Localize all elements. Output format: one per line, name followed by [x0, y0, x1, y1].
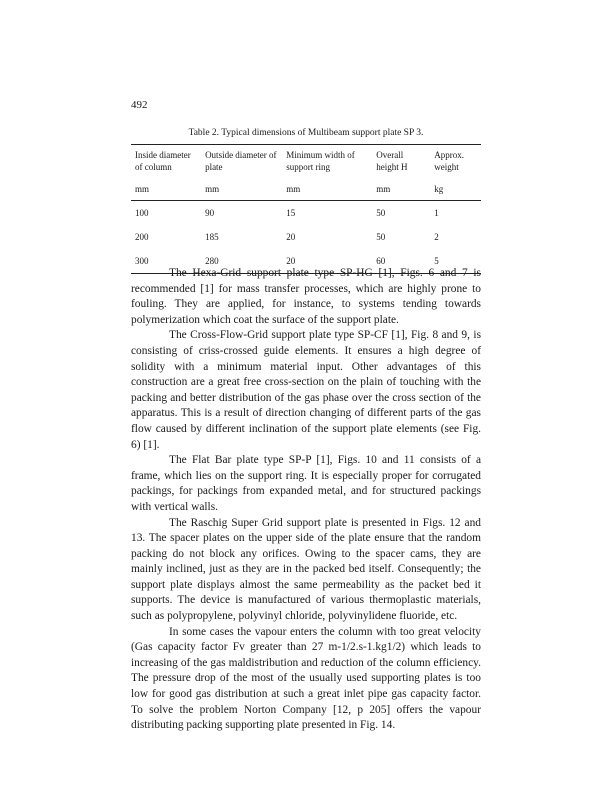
table-cell: 50 [376, 232, 386, 242]
column-header: Outside diameter of plate [201, 145, 282, 176]
paragraph-flat-bar: The Flat Bar plate type SP-P [1], Figs. 10 and 11 consists of a frame, which lies on the support ring. It is especially proper for corrugated packings, for packings from expanded metal, and for structured packings with vertical walls. [131, 454, 481, 513]
paragraph-raschig-super-grid: The Raschig Super Grid support plate is presented in Figs. 12 and 13. The spacer plates on the upper side of the plate ensure that the random packing do not block any orifices. Owing to the spacer cams, they are mainly inclined, just as they are in the packed bed itself. Consequently; the support plate displays almost the same permeability as the packet bed it supports. The device is manufactured of various thermoplastic materials, such as polypropylene, polyvinyl chloride, polyvinylidene fluoride, etc. [131, 516, 481, 623]
body-text [131, 266, 481, 734]
page-number: 492 [131, 99, 148, 111]
paragraph-cross-flow-grid: The Cross-Flow-Grid support plate type SP-CF [1], Fig. 8 and 9, is consisting of criss-crossed guide elements. It ensures a high degree of solidity with a minimum material input. Other advantages of this construction are a great free cross-section on the plain of touching with the packing and better distribution of the gas phase over the cross section of the apparatus. This is a result of direction changing of different parts of the gas flow caused by different inclination of the support plate elements (see Fig. 6) [1]. [131, 329, 481, 451]
unit-label: mm [282, 175, 372, 201]
table-cell: 300 [131, 249, 201, 274]
unit-label: mm [201, 175, 282, 201]
table-cell: 90 [205, 208, 215, 218]
table-cell: 50 [376, 208, 386, 218]
column-header: Overall height H [372, 145, 430, 176]
paragraph-hexa-grid: The Hexa-Grid support plate type SP-HG [1], Figs. 6 and 7 is recommended [1] for mass transfer processes, which are highly prone to fouling. They are applied, for instance, to systems tending towards polymerization which coat the surface of the support plate. [131, 267, 481, 326]
table-row [131, 201, 481, 226]
table-cell: 100 [135, 208, 149, 218]
column-header: Minimum width of support ring [282, 145, 372, 176]
paragraph-vapour-velocity: In some cases the vapour enters the column with too great velocity (Gas capacity factor Fv greater than 27 m-1/2.s-1.kg1/2) which leads to increasing of the gas maldistribution and reduction of the column efficiency. The pressure drop of the most of the usually used supporting plates is too low for good gas distribution at such a great inlet pipe gas capacity factor. To solve the problem Norton Company [12, p 205] offers the vapour distributing packing supporting plate presented in Fig. 14. [131, 625, 481, 732]
table-cell: 200 [135, 232, 149, 242]
table-cell: 1 [434, 208, 439, 218]
table-cell: 185 [205, 232, 219, 242]
table-cell: 20 [286, 232, 296, 242]
unit-label: mm [372, 175, 430, 201]
table-cell: 60 [372, 249, 430, 274]
table-cell: 2 [434, 232, 439, 242]
table-cell: 15 [286, 208, 296, 218]
table-cell: 20 [282, 249, 372, 274]
dimensions-table [131, 144, 481, 274]
table-row [131, 225, 481, 249]
table-caption: Table 2. Typical dimensions of Multibeam support plate SP 3. [188, 128, 424, 138]
column-header: Approx. weight [430, 145, 481, 176]
column-header: Inside diameter of column [131, 145, 201, 176]
table-cell: 280 [201, 249, 282, 274]
unit-label: mm [131, 175, 201, 201]
table-cell: 5 [430, 249, 481, 274]
unit-label: kg [430, 175, 481, 201]
table-units-row [131, 175, 481, 201]
table-header-row [131, 145, 481, 176]
